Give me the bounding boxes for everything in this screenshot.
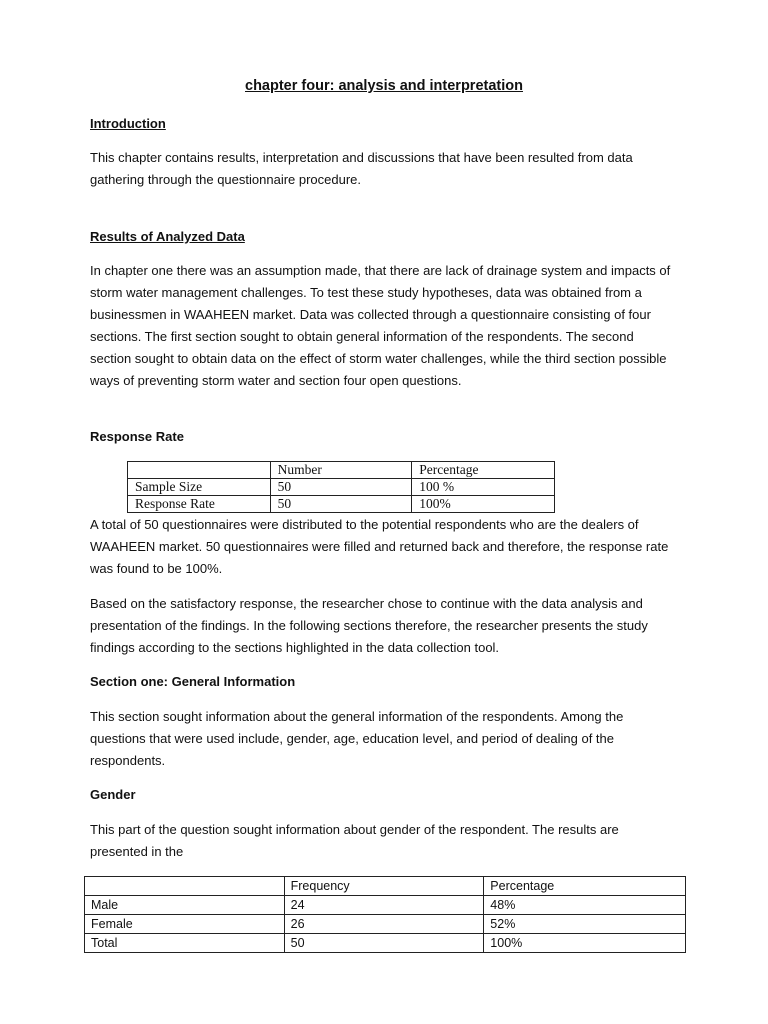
response-rate-paragraph: A total of 50 questionnaires were distributed to the potential respondents who are the dealers of WAAHEEN market. 50 questionnaires were filled and returned back and therefore, the response rate was found to be 100%.	[90, 517, 669, 576]
table-header-cell: Frequency	[284, 877, 484, 896]
introduction-paragraph: This chapter contains results, interpretation and discussions that have been resulted from data gathering through the questionnaire procedure.	[90, 150, 633, 187]
table-row	[85, 915, 686, 934]
table-row	[128, 479, 555, 496]
introduction-heading: Introduction	[90, 116, 166, 131]
table-cell: Male	[85, 896, 285, 915]
response-rate-heading: Response Rate	[90, 429, 184, 444]
gender-paragraph: This part of the question sought information about gender of the respondent. The results are presented in the	[90, 822, 619, 859]
table-header-cell: Percentage	[484, 877, 686, 896]
response-rate-table	[127, 461, 555, 513]
table-row	[128, 496, 555, 513]
table-cell: 50	[270, 479, 412, 496]
table-cell: 100 %	[412, 479, 555, 496]
table-header-cell	[128, 462, 271, 479]
table-cell: 48%	[484, 896, 686, 915]
table-cell: 50	[270, 496, 412, 513]
table-cell: Sample Size	[128, 479, 271, 496]
table-cell: Total	[85, 934, 285, 953]
table-header-cell: Number	[270, 462, 412, 479]
table-header-cell	[85, 877, 285, 896]
table-row	[85, 934, 686, 953]
section-one-heading: Section one: General Information	[90, 674, 296, 689]
section-one-paragraph: This section sought information about the general information of the respondents. Among the questions that were used include, gender, age, education level, and period of dealing of the respondents.	[90, 709, 624, 768]
page-title: chapter four: analysis and interpretation	[245, 78, 523, 94]
table-cell: 100%	[412, 496, 555, 513]
table-cell: 52%	[484, 915, 686, 934]
analysis-paragraph: Based on the satisfactory response, the researcher chose to continue with the data analysis and presentation of the findings. In the following sections therefore, the researcher presents the study findings according to the sections highlighted in the data collection tool.	[90, 596, 648, 655]
table-cell: 100%	[484, 934, 686, 953]
table-cell: 26	[284, 915, 484, 934]
results-heading: Results of Analyzed Data	[90, 229, 245, 244]
table-cell: Female	[85, 915, 285, 934]
table-cell: 50	[284, 934, 484, 953]
gender-table	[84, 876, 686, 953]
table-row	[85, 896, 686, 915]
table-header-cell: Percentage	[412, 462, 555, 479]
gender-heading: Gender	[90, 787, 136, 802]
table-header-row	[128, 462, 555, 479]
table-cell: 24	[284, 896, 484, 915]
table-header-row	[85, 877, 686, 896]
results-paragraph: In chapter one there was an assumption made, that there are lack of drainage system and impacts of storm water management challenges. To test these study hypotheses, data was obtained from a businessmen in WAAHEEN market. Data was collected through a questionnaire consisting of four sections. The first section sought to obtain general information of the respondents. The second section sought to obtain data on the effect of storm water challenges, while the third section possible ways of preventing storm water and section four open questions.	[90, 263, 671, 388]
table-cell: Response Rate	[128, 496, 271, 513]
